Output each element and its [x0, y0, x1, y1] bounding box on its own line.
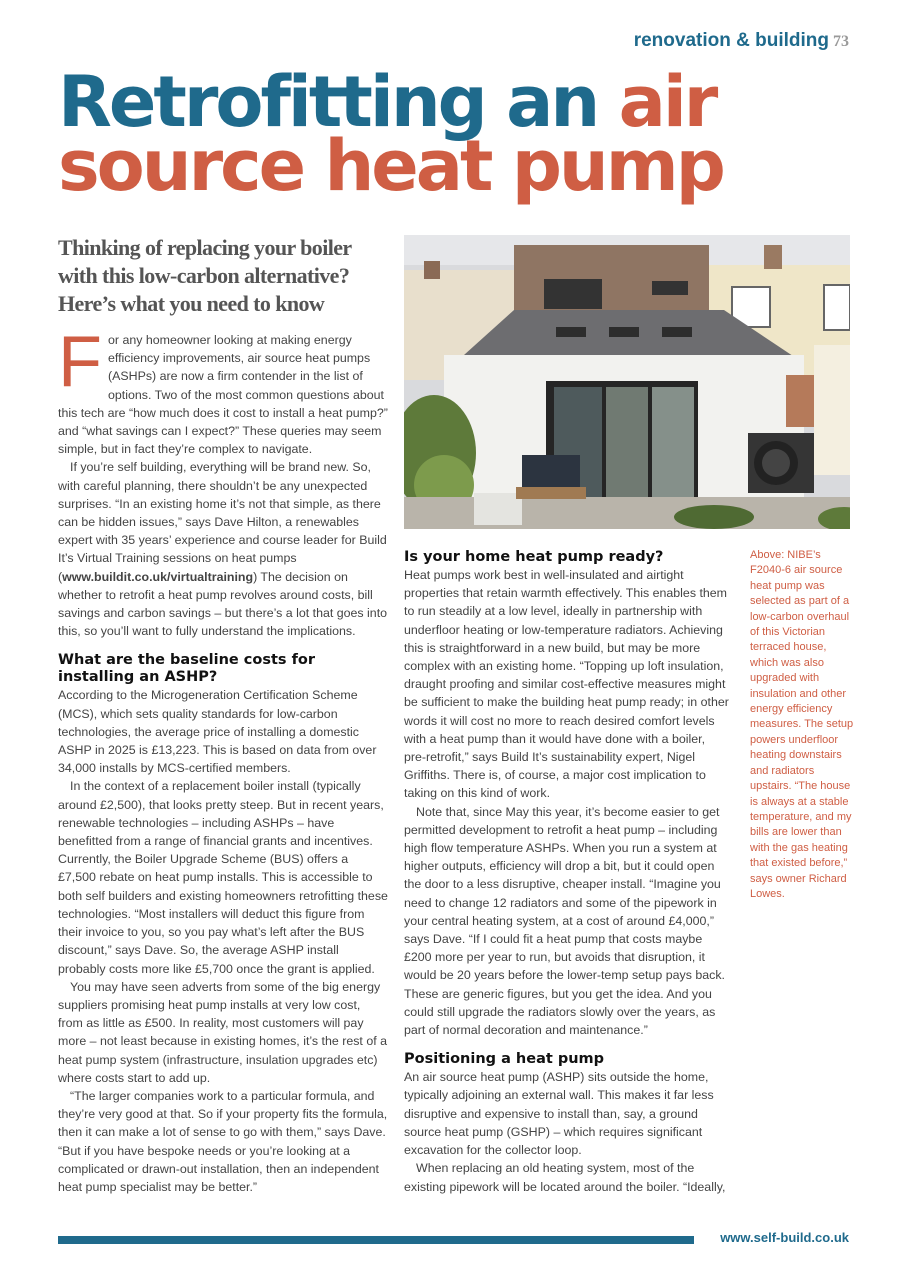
- article-title: [58, 61, 858, 207]
- footer-bar: [58, 1236, 694, 1244]
- column-left: [58, 322, 388, 1196]
- photo-caption: Above: NIBE’s F2040-6 air source heat pump was selected as part of a low-carbon overhaul of this Victorian terraced house, which was also upgraded with insulation and other energy efficiency measures. The setup powers underfloor heating downstairs and radiators upstairs. “The house is always at a stable temperature, and my bills are lower than with the gas heating that existed before,” says owner Richard Lowes.: [750, 549, 854, 900]
- intro-paragraph-1: For any homeowner looking at making energy efficiency improvements, air source heat pumps (ASHPs) are now a firm contender in the list of options. Two of the most common questions about this tech are “how much does it cost to install a heat pump?” and “what savings can I expect?” These queries may seem simple, but in fact they’re complex to navigate.: [58, 322, 388, 457]
- title-part-1: Retrofitting an: [58, 61, 619, 143]
- costs-paragraph-3: You may have seen adverts from some of the big energy suppliers promising heat pump installs at very low cost, from as little as £500. In reality, most customers will pay more – not least because in existing homes, it’s the rest of a heat pump system (infrastructure, insulation upgrades etc) where costs start to add up.: [58, 979, 387, 1085]
- page-number: 73: [833, 33, 849, 50]
- costs-paragraph-1: According to the Microgeneration Certification Scheme (MCS), which sets quality standards for low-carbon technologies, the average price of installing a domestic ASHP in 2025 is £13,223. This is based on data from over 34,000 installs by MCS-certified members.: [58, 688, 377, 776]
- intro-paragraph-2: If you’re self building, everything will be brand new. So, with careful planning, there shouldn’t be any unexpected surprises. “In an existing home it’s not that simple, as there can be hidden issues,” says Dave Hilton, a renewables expert with 35 years’ experience and course leader for Build It’s Virtual Training sessions on heat pumps (www.buildit.co.uk/virtualtraining) The decision on whether to retrofit a heat pump revolves around costs, bill savings and carbon savings – but there’s a lot that goes into this, so you’ll want to fully understand the implications.: [58, 460, 388, 639]
- ready-paragraph-1: Heat pumps work best in well-insulated and airtight properties that retain warmth effectively. This enables them to run steadily at a low level, ideally in partnership with underfloor heating or low-temperature radiators. Achieving this is straightforward in a new build, but may be more complex with an existing home. “Topping up loft insulation, draught proofing and similar cost-effective measures might be sufficient to make the building heat pump ready; in other words it will cost no more to reach desired comfort levels with a heat pump than it would have done with a boiler, pre-retrofit,” says Build It’s sustainability expert, Nigel Griffiths. There is, of course, a major cost implication to taking on this kind of work.: [404, 568, 729, 801]
- heading-baseline-costs: What are the baseline costs for installing an ASHP?: [58, 652, 316, 686]
- costs-paragraph-2: In the context of a replacement boiler install (typically around £2,500), that looks pretty steep. But in recent years, renewable technologies – including ASHPs – have benefitted from a range of financial grants and incentives. Currently, the Boiler Upgrade Scheme (BUS) offers a £7,500 rebate on heat pump installs. This is accessible to both self builders and existing homeowners retrofitting these technologies. “Most installers will deduct this figure from their invoice to you, so you pay what’s left after the BUS discount,” says Dave. So, the average ASHP install probably costs more like £5,700 once the grant is applied.: [58, 779, 388, 976]
- heading-positioning: Positioning a heat pump: [404, 1051, 605, 1068]
- section-name: renovation & building: [633, 30, 829, 51]
- position-paragraph-1: An air source heat pump (ASHP) sits outside the home, typically adjoining an external wall. This makes it far less disruptive and expensive to install than, say, a ground source heat pump (GSHP) – which requires significant excavation for the collector loop.: [404, 1070, 714, 1158]
- drop-cap: F: [58, 322, 102, 402]
- footer-url[interactable]: www.self-build.co.uk: [720, 1230, 849, 1245]
- title-part-3: source heat pump: [58, 125, 723, 207]
- house-photo: [404, 235, 850, 529]
- standfirst: Thinking of replacing your boiler with this low-carbon alternative? Here’s what you need to know: [58, 235, 352, 316]
- heading-heat-pump-ready: Is your home heat pump ready?: [404, 549, 664, 565]
- section-header: [634, 30, 849, 52]
- training-link[interactable]: www.buildit.co.uk/virtualtraining: [62, 569, 254, 584]
- column-right: [404, 549, 730, 1196]
- ready-paragraph-2: Note that, since May this year, it’s become easier to get permitted development to retrofit a heat pump – including high flow temperature ASHPs. When you run a system at higher outputs, efficiency will drop a bit, but it could open the door to a less disruptive, cheaper install. “Imagine you need to change 12 radiators and some of the pipework in your central heating system, at a cost of around £4,000,” says Dave. “If I could fit a heat pump that costs maybe £200 more per year to run, but avoids that disruption, it would be 20 years before the lower-temp setup pays back. These are generic figures, but you get the idea. And you could still upgrade the radiators slowly over the years, as part of normal decoration and maintenance.”: [404, 804, 725, 1038]
- costs-paragraph-4: “The larger companies work to a particular formula, and they’re very good at that. So if your property fits the formula, then it can make a lot of sense to go with them,” says Dave. “But if you have bespoke needs or you’re looking at a complicated or drawn-out installation, then an independent heat pump specialist may be better.”: [58, 1088, 388, 1194]
- title-part-2: air: [618, 61, 716, 143]
- position-paragraph-2: When replacing an old heating system, most of the existing pipework will be located around the boiler. “Ideally,: [404, 1161, 726, 1194]
